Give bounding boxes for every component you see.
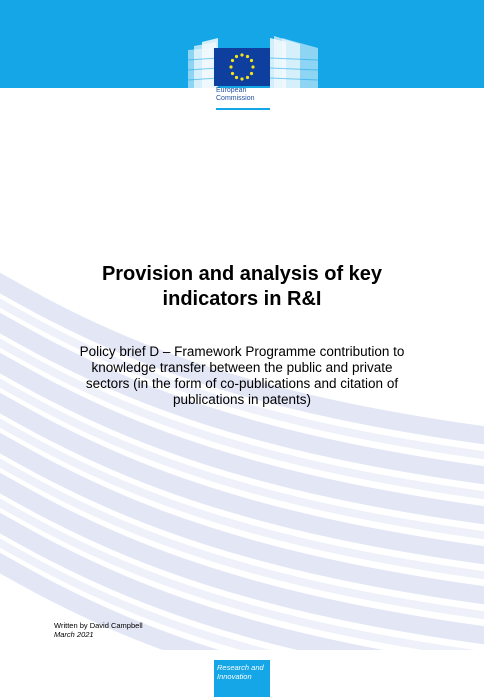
badge-line-1: Research and — [217, 663, 264, 672]
report-subtitle — [40, 344, 444, 408]
subtitle-line-4: publications in patents) — [172, 392, 312, 407]
title-line-1: Provision and analysis of key — [101, 263, 383, 285]
research-innovation-badge — [214, 660, 270, 697]
report-title — [20, 262, 464, 312]
logo-line-european: European — [216, 87, 247, 94]
logo-line-commission: Commission — [216, 95, 255, 102]
subtitle-line-1: Policy brief D – Framework Programme contribution to — [79, 344, 405, 359]
publication-date: March 2021 — [54, 630, 94, 639]
european-commission-logo — [182, 20, 324, 112]
logo-label — [216, 87, 276, 103]
subtitle-line-2: knowledge transfer between the public and private — [91, 360, 393, 375]
author-credit: Written by David Campbell — [54, 621, 143, 630]
badge-line-2: Innovation — [217, 671, 252, 681]
logo-underline — [216, 108, 270, 110]
title-line-2: indicators in R&I — [162, 288, 322, 310]
commission-building-icon — [182, 20, 324, 90]
subtitle-line-3: sectors (in the form of co-publications and citation of — [85, 376, 399, 391]
